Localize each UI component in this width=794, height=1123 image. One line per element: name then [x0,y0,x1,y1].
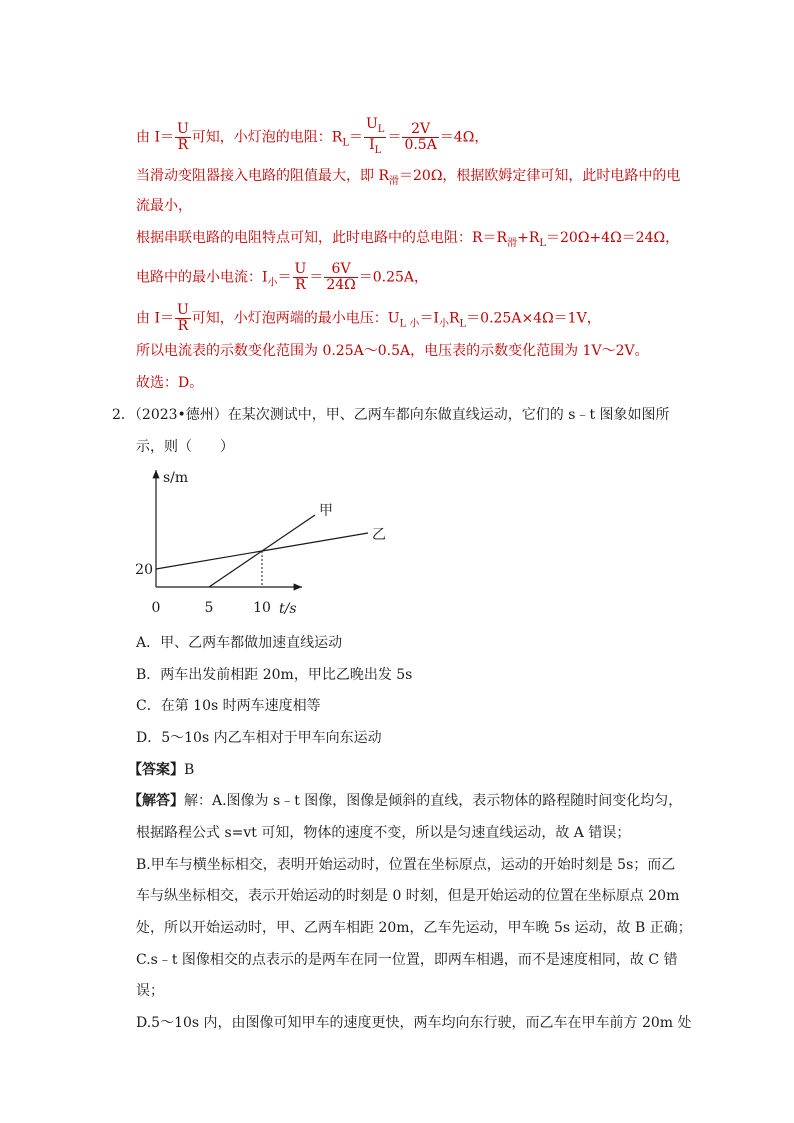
fraction-u-over-r [293,262,309,293]
answer-label: 【答案】 [128,762,184,778]
fraction-u-over-r [175,303,191,334]
text: ＝20Ω，根据欧姆定律可知，此时电路中的电 [399,168,681,184]
text: ＝0.25A， [358,269,429,286]
solution-line-6 [136,303,601,335]
analysis-line-5 [136,918,692,938]
frac-den: R [177,318,189,334]
option-c [136,696,321,716]
fraction-u-over-r [175,122,191,153]
y-axis-label: s/m [163,470,189,486]
analysis-line-7 [136,981,164,1001]
frac-num: 6V [324,262,357,278]
answer-value: B [184,762,195,778]
frac-num: U [176,302,189,318]
solution-line-4 [136,228,679,254]
text: +R [517,230,540,246]
fraction-6v-over-24ohm [324,262,357,293]
frac-num: 2V [402,122,438,138]
analysis-text: 车与纵坐标相交，表示开始运动的时刻是 0 时刻，但是开始运动的位置在坐标原点 20m [136,888,680,904]
answer-line [128,760,194,780]
subscript: L [459,318,467,330]
analysis-text: D.5～10s 内，由图像可知甲车的速度更快，两车均向东行驶，而乙车在甲车前方 20m 处 [136,1015,692,1031]
text: ＝0.25A×4Ω＝1V， [466,310,601,327]
frac-den: 0.5A [404,137,437,153]
text: 所以电流表的示数变化范围为 0.25A～0.5A，电压表的示数变化范围为 1V～2V。 [136,343,649,359]
text: 电路中的最小电流：I [136,269,268,286]
x-axis-label: t/s [279,601,297,617]
series-label: 甲 [319,503,333,519]
x-tick-label: 5 [204,600,214,616]
text: ＝ [387,129,402,146]
st-graph [135,466,386,624]
text: ＝I [419,310,439,327]
subscript: 小 [267,277,278,289]
text: ＝20Ω+4Ω＝24Ω， [546,230,680,246]
frac-num [364,117,386,138]
text: 故选：D。 [136,375,204,391]
analysis-line-8 [136,1013,692,1033]
subscript: L [342,137,349,149]
subscript: L [539,238,547,249]
text: 可知，小灯泡两端的最小电压：U [191,310,400,327]
subscript: 滑 [389,176,399,187]
analysis-text: 解：A.图像为 s﹣t 图像，图像是倾斜的直线，表示物体的路程随时间变化均匀， [184,793,683,809]
solution-line-3 [136,196,192,216]
analysis-label: 【解答】 [128,793,184,809]
question-2-stem-line-1 [112,405,670,425]
x-tick-label: 0 [151,600,161,616]
analysis-text: 误； [136,983,164,999]
option-b [136,665,412,685]
analysis-line-2 [136,823,630,843]
text: 可知，小灯泡的电阻：R [191,129,343,146]
question-stem: 示，则（ ） [136,439,234,455]
text: ＝ [348,129,363,146]
frac-den: 24Ω [326,277,356,293]
question-stem: （2023•德州）在某次测试中，甲、乙两车都向东做直线运动，它们的 s﹣t 图象如图所 [134,407,670,423]
subscript: 小 [438,318,449,330]
analysis-line-3 [136,855,675,875]
text: 由 I＝ [136,129,174,146]
subscript: L [374,145,382,156]
option-d [136,728,382,748]
text: ＝ [277,269,292,286]
solution-line-7 [136,341,649,361]
frac-num: U [176,121,189,137]
text: ＝ [309,269,324,286]
analysis-text: 根据路程公式 s=vt 可知，物体的速度不变，所以是匀速直线运动，故 A 错误； [136,825,631,841]
frac-num: U [294,261,307,277]
text: 流最小， [136,198,192,214]
solution-line-2 [136,166,680,192]
analysis-text: 处，所以开始运动时，甲、乙两车相距 20m，乙车先运动，甲车晚 5s 运动，故 B 正确； [136,920,692,936]
t: I [369,137,375,153]
text: 根据串联电路的电阻特点可知，此时电路中的总电阻：R＝R [136,230,508,246]
question-number: 2． [112,407,135,423]
analysis-line-4 [136,886,679,906]
solution-line-1 [136,117,488,158]
frac-den: R [177,137,189,153]
fraction-2v-over-05a [402,122,438,153]
frac-den: R [295,277,306,293]
text: 当滑动变阻器接入电路的阻值最大，即 R [136,168,389,184]
option-text: B．两车出发前相距 20m，甲比乙晚出发 5s [136,667,413,683]
text: ＝4Ω， [439,129,489,146]
text: 由 I＝ [136,310,174,327]
solution-line-5 [136,262,428,294]
series-label: 乙 [372,527,386,543]
t: U [365,116,378,132]
fraction-ul-over-il [364,117,386,158]
option-text: C．在第 10s 时两车速度相等 [136,698,321,714]
question-2-stem-line-2 [136,437,234,457]
analysis-line-1 [128,791,682,811]
option-text: D．5～10s 内乙车相对于甲车向东运动 [136,730,382,746]
subscript: L [377,124,385,135]
option-a [136,633,342,653]
subscript: L 小 [399,318,420,330]
frac-den [364,138,386,158]
analysis-text: B.甲车与横坐标相交，表明开始运动时，位置在坐标原点，运动的开始时刻是 5s；而乙 [136,857,676,873]
analysis-text: C.s﹣t 图像相交的点表示的是两车在同一位置，即两车相遇，而不是速度相同，故 C 错 [136,952,678,968]
y-tick-label: 20 [135,562,153,578]
option-text: A．甲、乙两车都做加速直线运动 [136,635,343,651]
text: R [448,310,460,327]
analysis-line-6 [136,950,678,970]
solution-line-8 [136,373,203,393]
x-tick-label: 10 [253,600,271,616]
subscript: 滑 [507,238,518,249]
